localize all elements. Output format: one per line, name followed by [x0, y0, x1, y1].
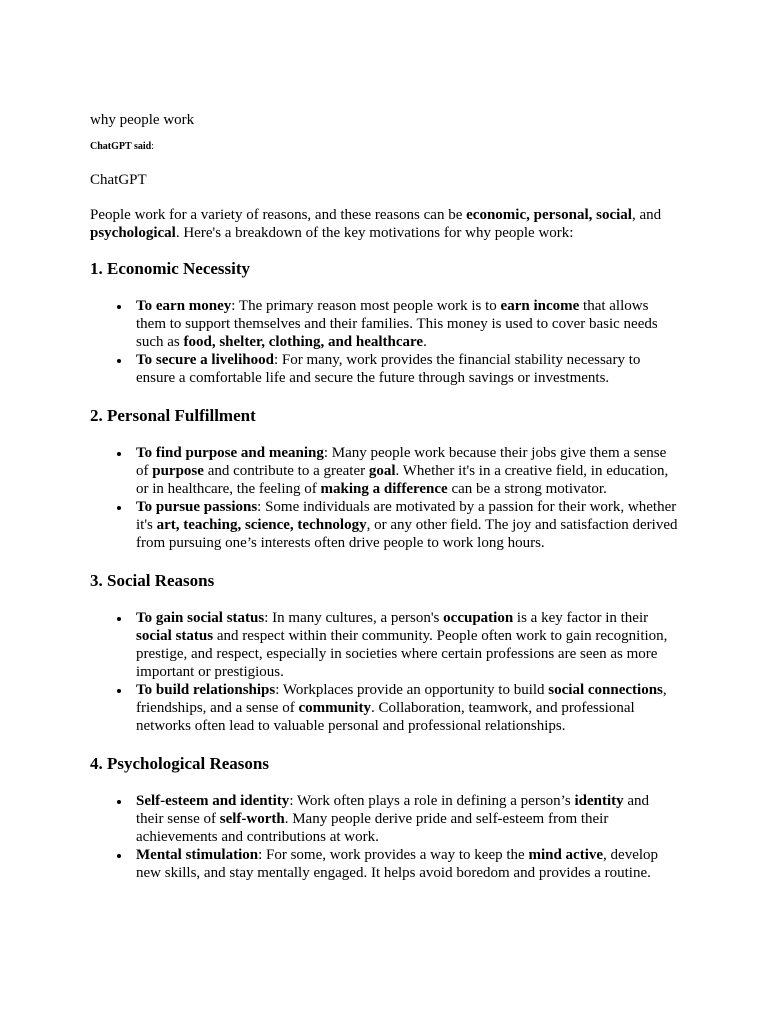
list-item: To build relationships: Workplaces provide an opportunity to build social connections, friendships, and a sense of community. Collaboration, teamwork, and professional networks often lead to valuable personal and professional relationships.	[136, 681, 680, 735]
bold-text: To secure a livelihood	[136, 352, 274, 368]
bold-text: art, teaching, science, technology	[156, 517, 367, 533]
bold-text: purpose	[152, 463, 204, 479]
bold-text: psychological	[90, 225, 176, 241]
bullet-list	[90, 609, 680, 735]
bold-text: To pursue passions	[136, 499, 258, 515]
section-heading: 3. Social Reasons	[90, 571, 215, 590]
bullet-list	[90, 792, 680, 882]
section-heading: 1. Economic Necessity	[90, 259, 251, 278]
list-item: To pursue passions: Some individuals are motivated by a passion for their work, whether it's art, teaching, science, technology, or any other field. The joy and satisfaction derived from pursuing one’s interests often drive people to work long hours.	[136, 498, 680, 552]
bold-text: mind active	[528, 847, 604, 863]
list-item: Mental stimulation: For some, work provides a way to keep the mind active, develop new skills, and stay mentally engaged. It helps avoid boredom and provides a routine.	[136, 846, 680, 882]
list-item: To earn money: The primary reason most people work is to earn income that allows them to support themselves and their families. This money is used to cover basic needs such as food, shelter, clothing, and healthcare.	[136, 297, 680, 351]
list-item: To find purpose and meaning: Many people work because their jobs give them a sense of purpose and contribute to a greater goal. Whether it's in a creative field, in education, or in healthcare, the feeling of making a difference can be a strong motivator.	[136, 444, 680, 498]
bold-text: identity	[574, 793, 624, 809]
bold-text: social connections	[548, 682, 663, 698]
bold-text: To build relationships	[136, 682, 276, 698]
bold-text: Self-esteem and identity	[136, 793, 290, 809]
bold-text: food, shelter, clothing, and healthcare	[183, 334, 424, 350]
section-social	[90, 570, 680, 735]
user-prompt: why people work	[90, 112, 195, 128]
bold-text: To gain social status	[136, 610, 265, 626]
said-label-colon: :	[151, 141, 155, 152]
bold-text: earn income	[500, 298, 580, 314]
said-label-text: ChatGPT said	[90, 141, 152, 152]
list-item: To gain social status: In many cultures, a person's occupation is a key factor in their social status and respect within their community. People often work to gain recognition, prestige, and respect, especially in societies where certain professions are seen as more important or prestigious.	[136, 609, 680, 681]
document-page	[90, 110, 680, 900]
bold-text: To earn money	[136, 298, 232, 314]
section-economic	[90, 258, 680, 387]
bold-text: To find purpose and meaning	[136, 445, 324, 461]
bullet-list	[90, 297, 680, 387]
assistant-said-label	[90, 140, 680, 154]
assistant-name: ChatGPT	[90, 172, 147, 188]
list-item: Self-esteem and identity: Work often plays a role in defining a person’s identity and their sense of self-worth. Many people derive pride and self-esteem from their achievements and contributions at work.	[136, 792, 680, 846]
bold-text: making a difference	[320, 481, 448, 497]
bold-text: social status	[136, 628, 214, 644]
bold-text: occupation	[443, 610, 514, 626]
intro-paragraph: People work for a variety of reasons, and these reasons can be economic, personal, social, and psychological. Here's a breakdown of the key motivations for why people work:	[90, 207, 662, 241]
bold-text: community	[298, 700, 371, 716]
bold-text: Mental stimulation	[136, 847, 259, 863]
section-personal	[90, 405, 680, 552]
section-heading: 2. Personal Fulfillment	[90, 406, 256, 425]
section-heading: 4. Psychological Reasons	[90, 754, 269, 773]
bold-text: self-worth	[219, 811, 285, 827]
bold-text: economic, personal, social	[466, 207, 632, 223]
bold-text: goal	[368, 463, 396, 479]
list-item: To secure a livelihood: For many, work provides the financial stability necessary to ensure a comfortable life and secure the future through savings or investments.	[136, 351, 680, 387]
section-psychological	[90, 753, 680, 882]
bullet-list	[90, 444, 680, 552]
